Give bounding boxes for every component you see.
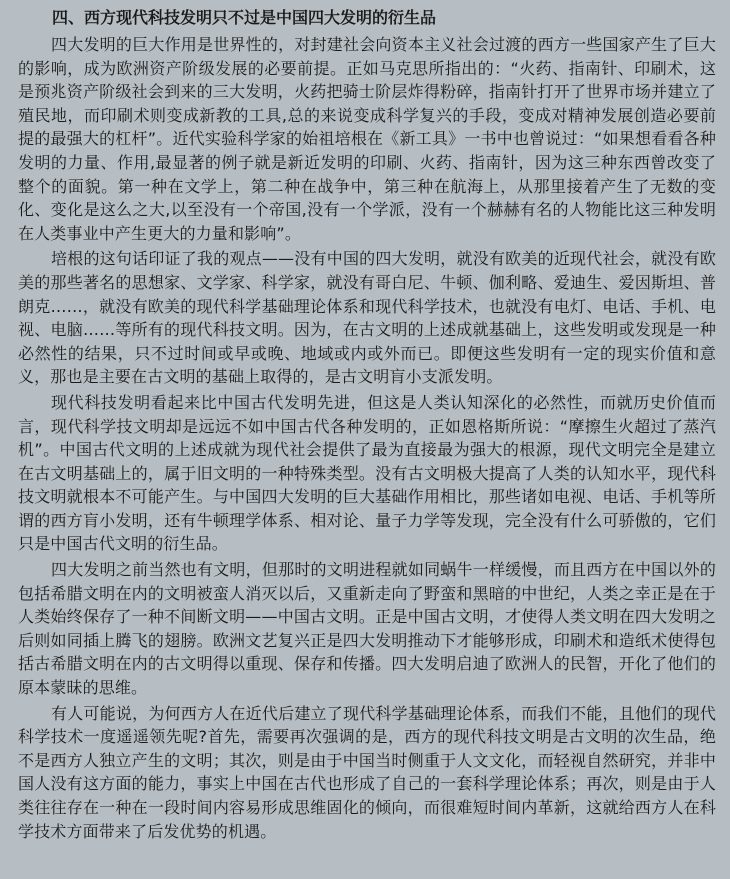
- paragraph-modern-vs-ancient: 现代科技发明看起来比中国古代发明先进，但这是人类认知深化的必然性，而就历史价值而言，现代科学技文明却是远远不如中国古代各种发明的，正如恩格斯所说：“摩擦生火超过了蒸汽机”。中国古代文明的上述成就为现代社会提供了最为直接最为强大的根源，现代文明完全是建立在古文明基础上的，属于旧文明的一种特殊类型。没有古文明极大提高了人类的认知水平，现代科技文明就根本不可能产生。与中国四大发明的巨大基础作用相比，那些诸如电视、电话、手机等所谓的西方肓小发明，还有牛顿理学体系、相对论、量子力学等发现，完全没有什么可骄傲的，它们只是中国古代文明的衍生品。: [18, 392, 716, 554]
- paragraph-civilization-continuity: 四大发明之前当然也有文明，但那时的文明进程就如同蜗牛一样缓慢，而且西方在中国以外的包括希腊文明在内的文明被蛮人消灭以后，又重新走向了野蛮和黑暗的中世纪，人类之幸正是在于人类始终保存了一种不间断文明——中国古文明。正是中国古文明，才使得人类文明在四大发明之后则如同插上腾飞的翅膀。欧洲文艺复兴正是四大发明推动下才能够形成，印刷术和造纸术使得包括古希腊文明在内的古文明得以重现、保存和传播。四大发明启迪了欧洲人的民智，开化了他们的原本蒙昧的思维。: [18, 560, 716, 698]
- paragraph-western-advantage: 有人可能说，为何西方人在近代后建立了现代科学基础理论体系，而我们不能，且他们的现代科学技术一度遥遥领先呢?首先，需要再次强调的是，西方的现代科技文明是古文明的次生品，绝不是西方人独立产生的文明；其次，则是由于中国当时侧重于人文文化，而轻视自然研究，并非中国人没有这方面的能力，事实上中国在古代也形成了自己的一套科学理论体系；再次，则是由于人类往往存在一种在一段时间内容易形成思维固化的倾向，而很难短时间内革新，这就给西方人在科学技术方面带来了后发优势的机遇。: [18, 703, 716, 841]
- paragraph-bacon-viewpoint: 培根的这句话印证了我的观点——没有中国的四大发明，就没有欧美的近现代社会，就没有欧美的那些著名的思想家、文学家、科学家，就没有哥白尼、牛顿、伽利略、爱迪生、爱因斯坦、普朗克……，就没有欧美的现代科学基础理论体系和现代科学技术，也就没有电灯、电话、手机、电视、电脑……等所有的现代科技文明。因为，在古文明的上述成就基础上，这些发明或发现是一种必然性的结果，只不过时间或早或晚、地域或内或外而已。即便这些发明有一定的现实价值和意义，那也是主要在古文明的基础上取得的，是古文明肓小支派发明。: [18, 249, 716, 387]
- paragraph-four-inventions-impact: 四大发明的巨大作用是世界性的，对封建社会向资本主义社会过渡的西方一些国家产生了巨大的影响，成为欧洲资产阶级发展的必要前提。正如马克思所指出的：“火药、指南针、印刷术，这是预兆资产阶级社会到来的三大发明，火药把骑士阶层炸得粉碎，指南针打开了世界市场并建立了殖民地，而印刷术则变成新教的工具,总的来说变成科学复兴的手段，变成对精神发展创造必要前提的最强大的杠杆”。近代实验科学家的始祖培根在《新工具》一书中也曾说过：“如果想看看各种发明的力量、作用,最显著的例子就是新近发明的印刷、火药、指南针，因为这三种东西曾改变了整个的面貌。第一种在文学上，第二种在战争中，第三种在航海上，从那里接着产生了无数的变化、变化是这么之大,以至没有一个帝国,没有一个学派，没有一个赫赫有名的人物能比这三种发明在人类事业中产生更大的力量和影响”。: [18, 35, 716, 243]
- section-heading: 四、西方现代科技发明只不过是中国四大发明的衍生品: [52, 8, 437, 27]
